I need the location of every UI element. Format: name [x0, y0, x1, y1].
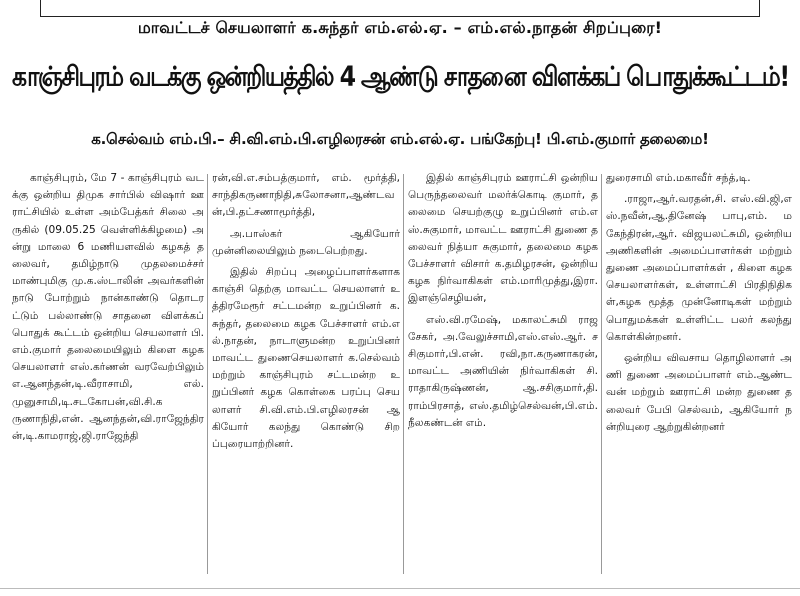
column-1 [12, 170, 204, 582]
column-3 [408, 170, 598, 582]
paragraph: இதில் சிறப்பு அழைப்பாளர்களாக காஞ்சி தெற்கு மாவட்ட செயலாளர் உத்திரமேரூர் சட்டமன்ற உறுப்பினர் க.சுந்தர், தலைமை கழக பேச்சாளர் எம்.எல்.நாதன், நாடாளுமன்ற உறுப்பினர் மாவட்ட துணைசெயலாளர் க.செல்வம் மற்றும் காஞ்சிபுரம் சட்டமன்ற உறுப்பினர் கழக கொள்கை பரப்பு செயலாளர் சி.வி.எம்.பி.எழிலரசன் ஆகியோர் கலந்து கொண்டு சிறப்புரையாற்றினர். [212, 266, 400, 451]
paragraph: காஞ்சிபுரம், மே 7 - காஞ்சிபுரம் வடக்கு ஒன்றிய திமுக சார்பில் விஷார் ஊராட்சியில் உள்ள அம்பேத்கர் சிலை அருகில் (09.05.25 வெள்ளிக்கிழமை) அன்று மாலை 6 மணியளவில் கழகத் தலைவர், தமிழ்நாடு முதலமைச்சர் மாண்புமிகு மு.க.ஸ்டாலின் அவர்களின் நாடு போற்றும் நான்காண்டு தொடரட்டும் பல்லாண்டு சாதனை விளக்கப் பொதுக் கூட்டம் ஒன்றிய செயலாளர் பி.எம்.குமார் தலைமையிலும் கிளை கழக செயலாளர் எஸ்.கர்ணன் வரவேற்பிலும் எ.ஆனந்தன்,டி.வீராசாமி, எல்.முனுசாமி,டி.சடகோபன்,வி.சி.கருணாநிதி,என். ஆனந்தன்,வி.ராஜேந்திரன்,டி.காமராஜ்,ஜி.ராஜேந்தி [12, 172, 204, 443]
paragraph: .ராஜா,ஆர்.வரதன்,சி. எஸ்.வி.ஜி,எஸ்.நவீன்,ஆ.தினேஷ் பாபு,எம். மகேந்திரன்,ஆர். விஜயலட்சுமி, ஒன்றிய அணிகளின் அமைப்பாளர்கள் மற்றும் துணை அமைப்பாளர்கள் , கிளை கழக செயலாளர்கள், உள்ளாட்சி பிரதிநிதிகள்,கழக மூத்த முன்னோடிகள் மற்றும் பொதுமக்கள் உள்ளிட்ட பலர் கலந்து கொள்கின்றனர். [606, 193, 792, 343]
paragraph: ஒன்றிய விவசாய தொழிலாளர் அணி துணை அமைப்பாளர் எம்.ஆண்டவன் மற்றும் ஊராட்சி மன்ற துணை தலைவர் பேபி செல்வம், ஆகியோர் நன்றியுரை ஆற்றுகின்றனர் [606, 352, 792, 433]
bottom-border [0, 588, 800, 589]
column-divider [403, 174, 404, 574]
column-divider [207, 174, 208, 574]
paragraph: எஸ்.வி.ரமேஷ், மகாலட்சுமி ராஜசேகர், அ.வேலுச்சாமி,எஸ்.எஸ்.ஆர். சசிகுமார்,பி.என். ரவி,நா.கருணாகரன், மாவட்ட அணியின் நிர்வாகிகள் சி. ராதாகிருஷ்ணன், ஆ.சசிகுமார்,தி.ராம்பிரசாத், எஸ்.தமிழ்செல்வன்,பி.எம்.நீலகண்டன் எம். [408, 313, 598, 429]
top-border [40, 0, 760, 17]
subheadline: க.செல்வம் எம்.பி.– சி.வி.எம்.பி.எழிலரசன் எம்.எல்.ஏ. பங்கேற்பு! பி.எம்.குமார் தலைமை! [91, 130, 709, 148]
paragraph: இதில் காஞ்சிபுரம் ஊராட்சி ஒன்றிய பெருந்தலைவர் மலர்க்கொடி குமார், தலைமை செயற்குழு உறுப்பினர் எம்.எஸ்.சுகுமார், மாவட்ட ஊராட்சி துணை தலைவர் நித்யா சுகுமார், தலைமை கழக பேச்சாளர் விசார் க.தமிழரசன், ஒன்றிய கழக நிர்வாகிகள் எம்.மாரிமுத்து,இரா. இளஞ்செழியன், [408, 172, 598, 305]
article-body [12, 170, 792, 582]
paragraph: துரைசாமி எம்.மகாவீர் சந்த்,டி. [606, 172, 751, 184]
column-4 [606, 170, 792, 582]
kicker-line: மாவட்டச் செயலாளர் க.சுந்தர் எம்.எல்.ஏ. – எம்.எல்.நாதன் சிறப்புரை! [137, 18, 663, 37]
column-2 [212, 170, 400, 582]
column-divider [601, 174, 602, 574]
paragraph: அ.பாஸ்கர் ஆகியோர் முன்னிலையிலும் நடைபெற்றது. [212, 227, 400, 257]
paragraph: ரன்,வி.எ.சம்பத்குமார், எம். மூர்த்தி, சாந்திகருணாநிதி,சுலோசனா,ஆண்டவன்,பி.தட்சணாமூர்த்தி, [212, 172, 400, 219]
headline: காஞ்சிபுரம் வடக்கு ஒன்றியத்தில் 4 ஆண்டு சாதனை விளக்கப் பொதுக்கூட்டம்! [12, 62, 789, 93]
